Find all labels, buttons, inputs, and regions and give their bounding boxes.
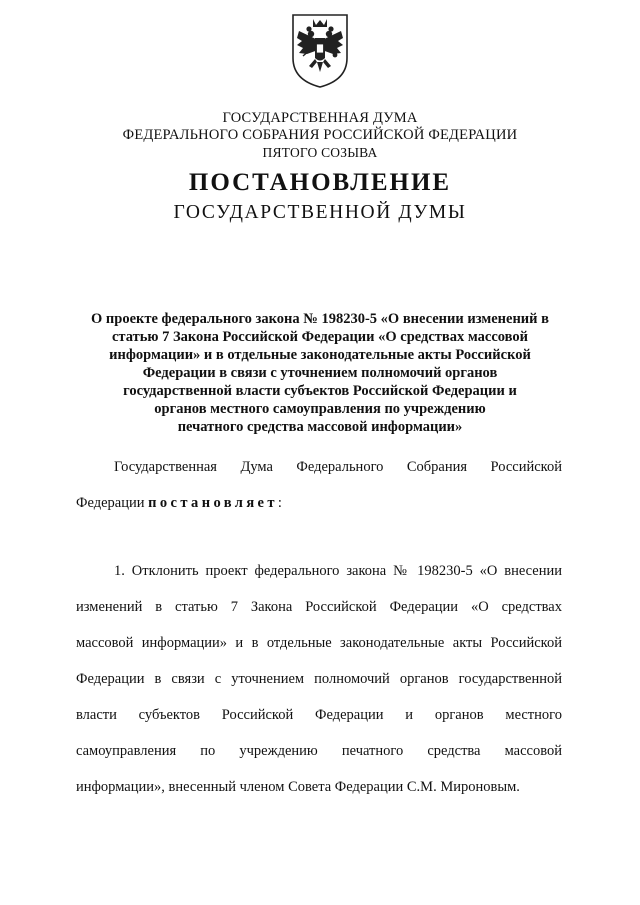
org-name-line-1: ГОСУДАРСТВЕННАЯ ДУМА bbox=[222, 110, 418, 126]
point-1-line: информации», внесенный членом Совета Федерации С.М. Мироновым. bbox=[76, 779, 520, 795]
title-line: органов местного самоуправления по учреждению bbox=[154, 401, 486, 417]
convocation-line: ПЯТОГО СОЗЫВА bbox=[262, 145, 378, 160]
point-1-line: изменений в статью 7 Закона Российской Федерации «О средствах bbox=[76, 599, 562, 615]
point-1-line: власти субъектов Российской Федерации и органов местного bbox=[76, 707, 562, 723]
preamble-text: Федерации bbox=[76, 495, 149, 511]
point-1-line: Федерации в связи с уточнением полномочий органов государственной bbox=[76, 671, 562, 687]
coat-of-arms-icon bbox=[285, 10, 355, 90]
preamble-colon: : bbox=[277, 495, 282, 511]
point-1-line: самоуправления по учреждению печатного средства массовой bbox=[76, 743, 562, 759]
point-1-paragraph bbox=[76, 553, 562, 805]
org-name-line-2: ФЕДЕРАЛЬНОГО СОБРАНИЯ РОССИЙСКОЙ ФЕДЕРАЦИИ bbox=[122, 127, 518, 143]
document-type-heading: ПОСТАНОВЛЕНИЕ bbox=[188, 169, 452, 196]
preamble-line: Государственная Дума Федерального Собрания Российской bbox=[114, 459, 562, 475]
title-line: статью 7 Закона Российской Федерации «О средствах массовой bbox=[111, 329, 529, 345]
document-title bbox=[60, 310, 580, 436]
title-line: печатного средства массовой информации» bbox=[177, 419, 463, 435]
document-issuer-heading: ГОСУДАРСТВЕННОЙ ДУМЫ bbox=[173, 202, 467, 223]
title-line: О проекте федерального закона № 198230-5 «О внесении изменений в bbox=[91, 311, 549, 327]
point-1-line: 1. Отклонить проект федерального закона № 198230-5 «О внесении bbox=[114, 563, 562, 579]
title-line: Федерации в связи с уточнением полномочий органов bbox=[142, 365, 498, 381]
point-1-line: массовой информации» и в отдельные законодательные акты Российской bbox=[76, 635, 562, 651]
title-line: информации» и в отдельные законодательные акты Российской bbox=[109, 347, 531, 363]
resolution-verb: постановляет bbox=[148, 495, 278, 511]
title-line: государственной власти субъектов Российской Федерации и bbox=[123, 383, 517, 399]
preamble-line bbox=[76, 485, 562, 521]
preamble-paragraph bbox=[76, 449, 562, 521]
